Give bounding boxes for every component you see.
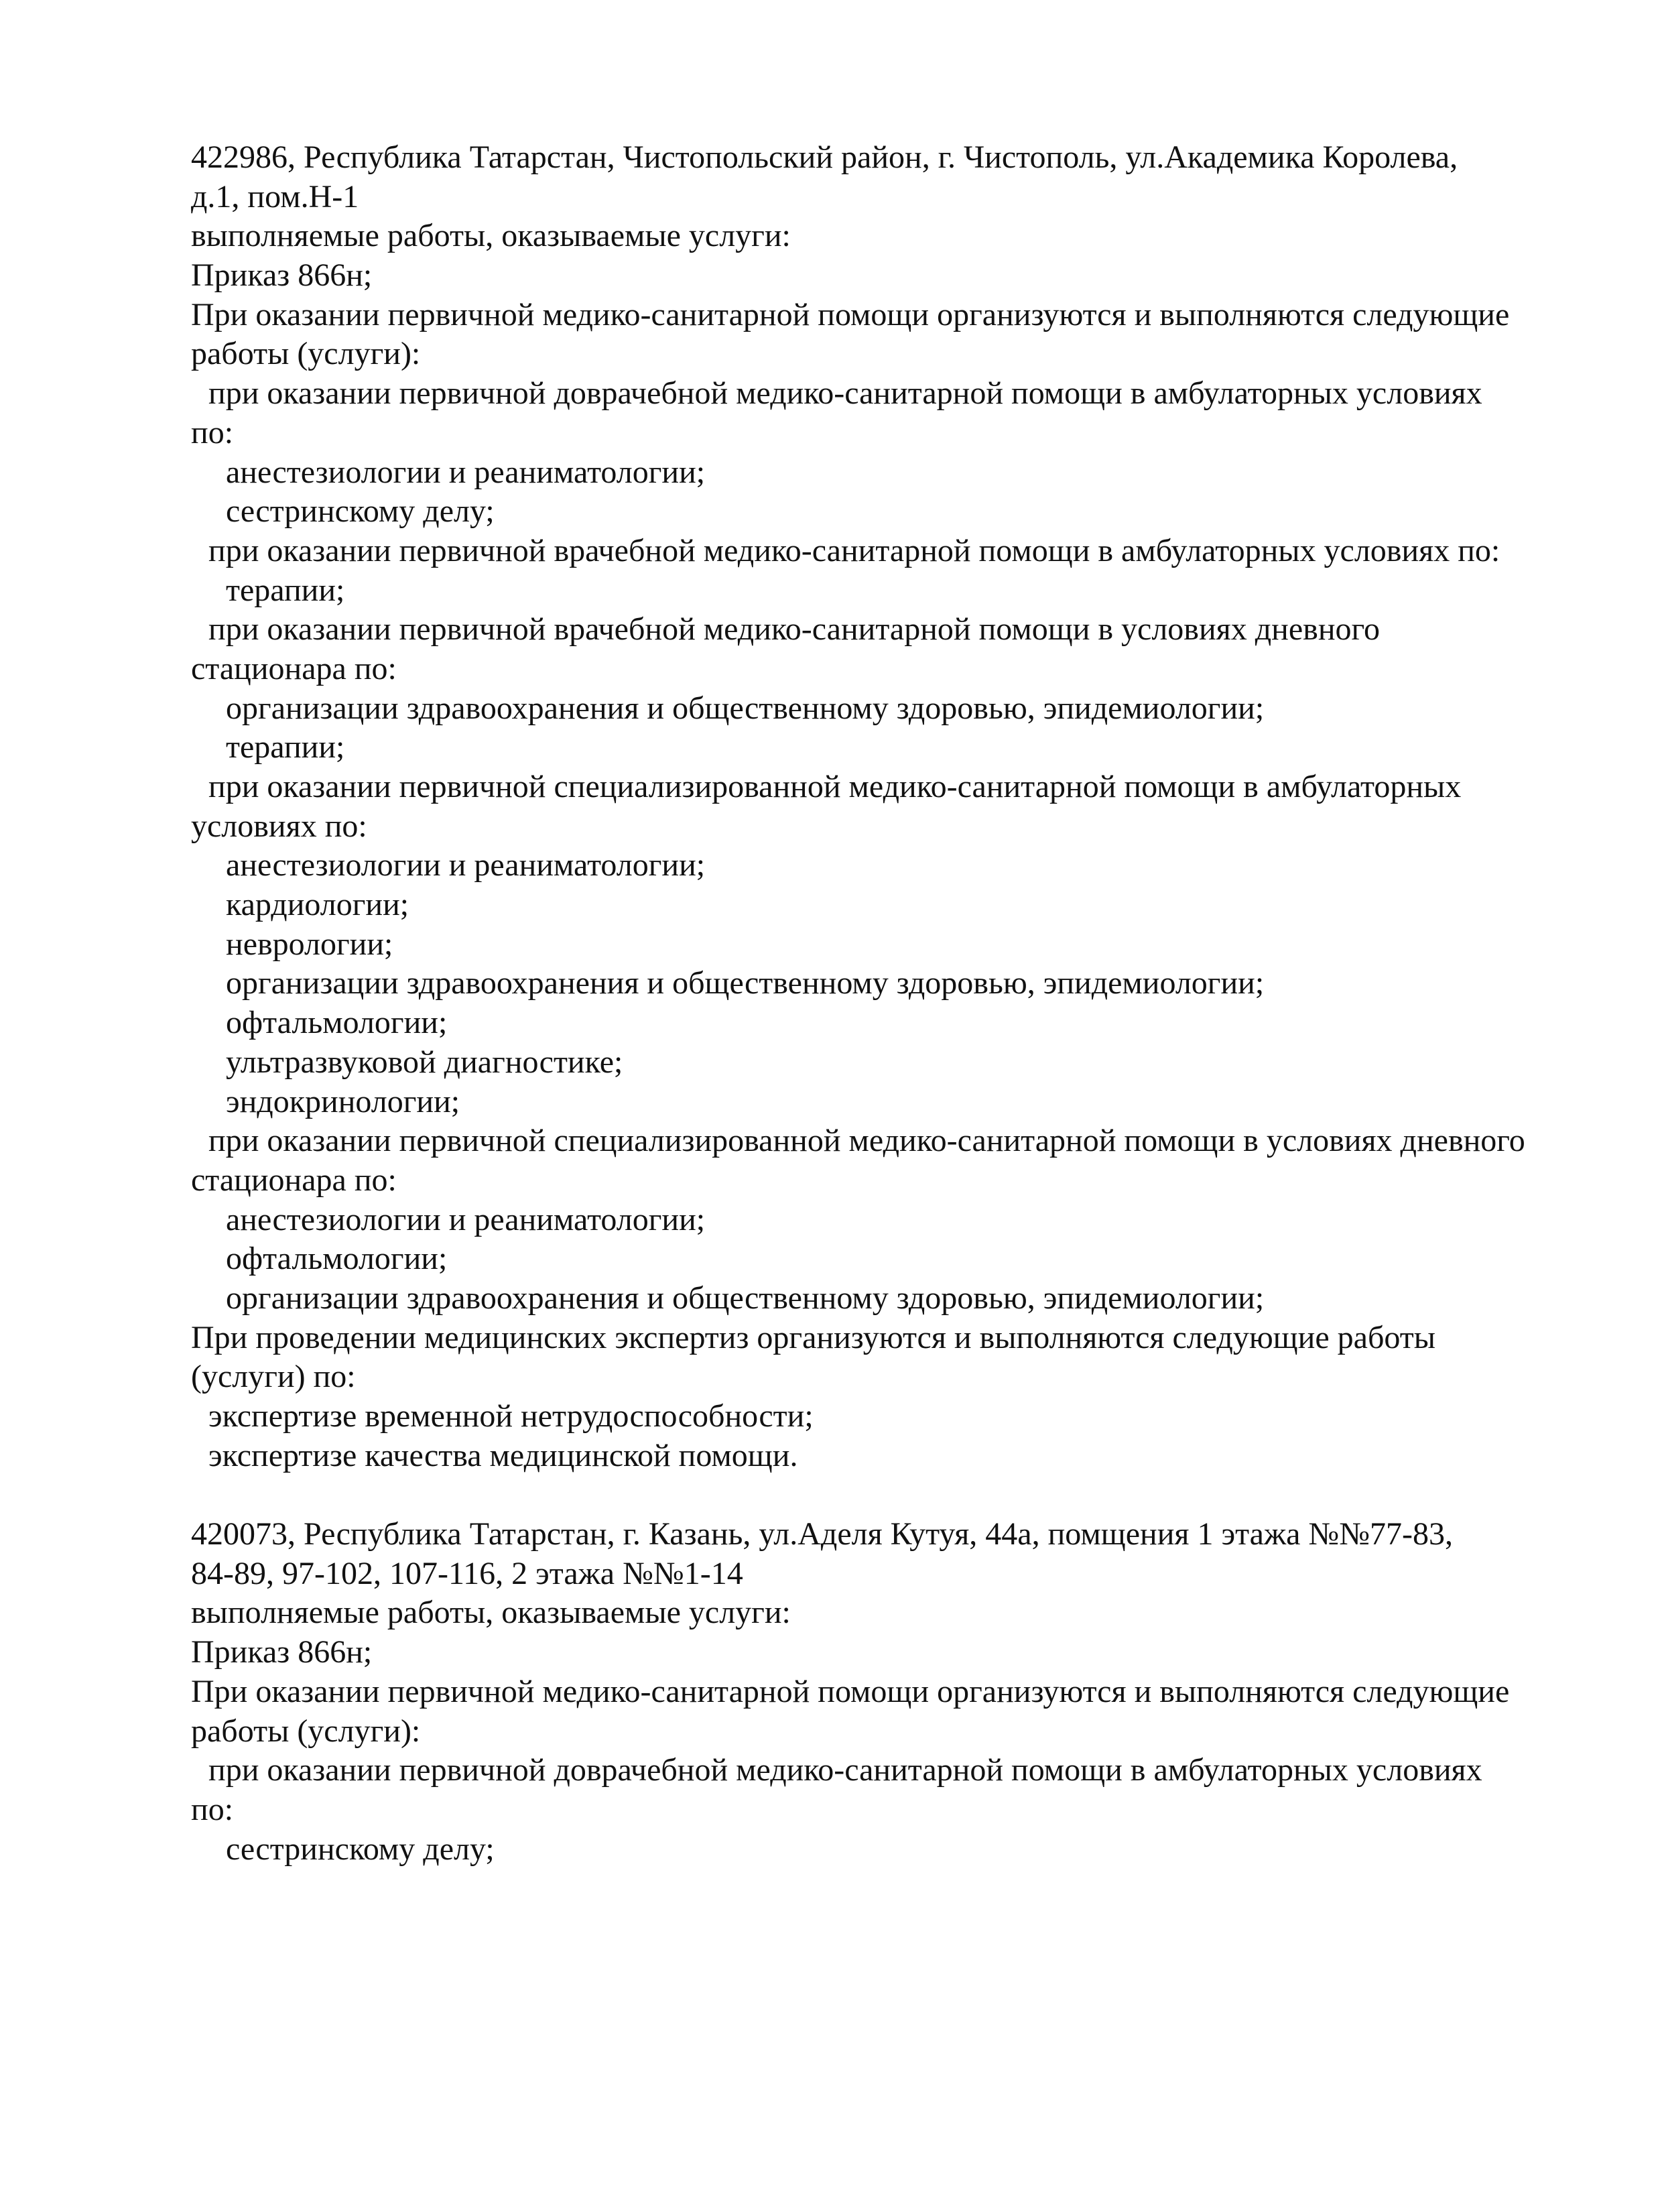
text-line: организации здравоохранения и общественному здоровью, эпидемиологии; bbox=[226, 690, 1265, 726]
text-line: кардиологии; bbox=[226, 887, 409, 923]
text-line: сестринскому делу; bbox=[226, 493, 495, 530]
document-page bbox=[191, 138, 1558, 1869]
text-line: При оказании первичной медико-санитарной помощи организуются и выполняются следующие bbox=[191, 296, 1510, 332]
text-line: по: bbox=[191, 1791, 234, 1827]
text-line: выполняемые работы, оказываемые услуги: bbox=[191, 1595, 791, 1631]
text-line: анестезиологии и реаниматологии; bbox=[226, 1201, 706, 1237]
text-line: анестезиологии и реаниматологии; bbox=[226, 454, 706, 490]
text-line: офтальмологии; bbox=[226, 1241, 448, 1277]
text-line: Приказ 866н; bbox=[191, 257, 373, 294]
text-line: Приказ 866н; bbox=[191, 1634, 373, 1670]
text-line: д.1, пом.Н-1 bbox=[191, 178, 359, 214]
text-line: 422986, Республика Татарстан, Чистопольский район, г. Чистополь, ул.Академика Королева, bbox=[191, 139, 1458, 175]
text-line: при оказании первичной специализированной медико-санитарной помощи в амбулаторных bbox=[208, 769, 1462, 804]
text-line: эндокринологии; bbox=[226, 1083, 460, 1119]
text-line: 84-89, 97-102, 107-116, 2 этажа №№1-14 bbox=[191, 1555, 743, 1591]
text-line: при оказании первичной врачебной медико-санитарной помощи в условиях дневного bbox=[208, 611, 1380, 648]
text-line: экспертизе качества медицинской помощи. bbox=[208, 1437, 798, 1473]
text-line: при оказании первичной специализированной медико-санитарной помощи в условиях дневного bbox=[208, 1123, 1525, 1159]
text-line: При оказании первичной медико-санитарной помощи организуются и выполняются следующие bbox=[191, 1673, 1510, 1709]
text-line: анестезиологии и реаниматологии; bbox=[226, 847, 706, 883]
address-section bbox=[191, 138, 1558, 1475]
text-line: условиях по: bbox=[191, 808, 367, 844]
text-line: при оказании первичной доврачебной медико-санитарной помощи в амбулаторных условиях bbox=[208, 1752, 1482, 1788]
text-line: экспертизе временной нетрудоспособности; bbox=[208, 1398, 814, 1434]
text-line: при оказании первичной врачебной медико-санитарной помощи в амбулаторных условиях по: bbox=[208, 532, 1500, 568]
text-line: терапии; bbox=[226, 729, 345, 765]
text-line: При проведении медицинских экспертиз организуются и выполняются следующие работы bbox=[191, 1319, 1435, 1355]
text-line: стационара по: bbox=[191, 650, 397, 686]
address-section bbox=[191, 1515, 1558, 1869]
section-spacer bbox=[191, 1475, 1558, 1515]
text-line: работы (услуги): bbox=[191, 336, 421, 372]
text-line: стационара по: bbox=[191, 1162, 397, 1198]
text-line: (услуги) по: bbox=[191, 1359, 356, 1395]
text-line: при оказании первичной доврачебной медико-санитарной помощи в амбулаторных условиях bbox=[208, 375, 1482, 412]
text-line: организации здравоохранения и общественному здоровью, эпидемиологии; bbox=[226, 965, 1265, 1001]
text-line: неврологии; bbox=[226, 926, 393, 962]
text-line: работы (услуги): bbox=[191, 1713, 421, 1749]
text-line: ультразвуковой диагностике; bbox=[226, 1044, 623, 1080]
text-line: по: bbox=[191, 414, 234, 450]
text-line: сестринскому делу; bbox=[226, 1831, 495, 1867]
text-line: 420073, Республика Татарстан, г. Казань, ул.Аделя Кутуя, 44а, помщения 1 этажа №№77-83, bbox=[191, 1516, 1453, 1552]
text-line: терапии; bbox=[226, 572, 345, 608]
text-line: организации здравоохранения и общественному здоровью, эпидемиологии; bbox=[226, 1280, 1265, 1316]
text-line: выполняемые работы, оказываемые услуги: bbox=[191, 218, 791, 254]
text-line: офтальмологии; bbox=[226, 1005, 448, 1041]
